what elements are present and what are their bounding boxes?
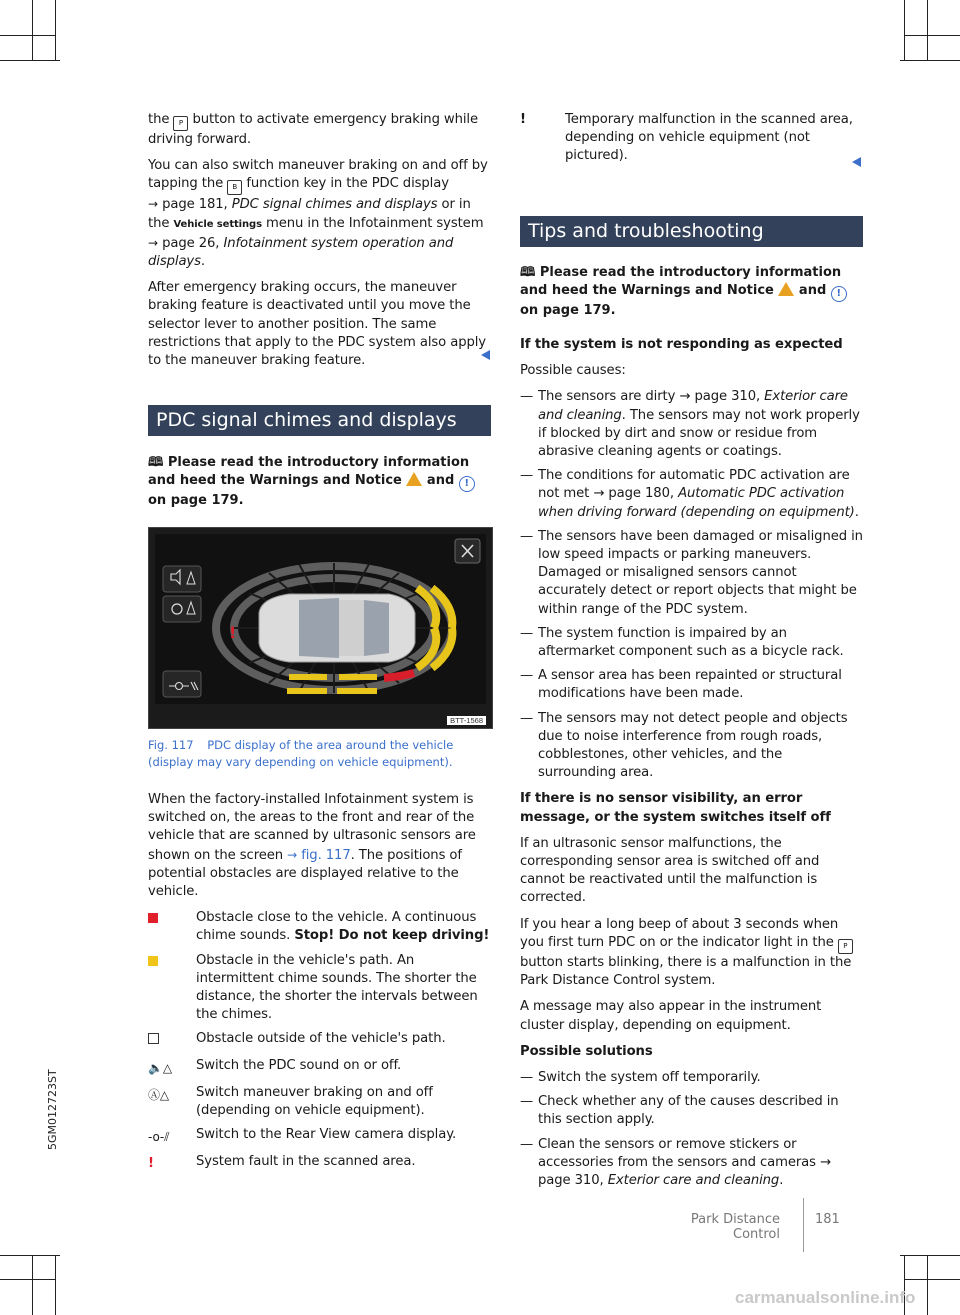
text: Please read the introductory information and heed the Warnings and Notice (148, 455, 470, 488)
crop-mark (927, 1255, 928, 1315)
crop-mark (32, 0, 33, 60)
subheading: If there is no sensor visibility, an error message, or the system switches itself off (520, 791, 831, 825)
text: on page 179. (148, 493, 244, 508)
text: A sensor area has been repainted or structural modifications have been made. (538, 668, 842, 702)
figure-link[interactable]: fig. 117 (301, 847, 351, 863)
definition-row (148, 1126, 492, 1147)
text: Clean the sensors or remove stickers or accessories from the sensors and cameras (538, 1136, 816, 1170)
arrow-icon: → (287, 847, 298, 862)
list-item-text (538, 528, 864, 619)
page-link[interactable]: page 310, (694, 389, 761, 405)
book-icon: 🕮 (520, 265, 536, 280)
bullet-dash: — (520, 668, 534, 684)
definition-row (148, 1030, 492, 1050)
text: Switch to the Rear View camera display. (196, 1127, 457, 1143)
outline-square-icon (148, 1030, 196, 1050)
left-column-lower (148, 791, 492, 1180)
list-item (520, 625, 864, 661)
list-item (520, 667, 864, 703)
pdc-display-figure (148, 527, 493, 729)
malfunction-icon: ! (520, 112, 526, 127)
section-pdc-chimes (148, 405, 491, 436)
text: Switch the PDC sound on or off. (196, 1057, 402, 1073)
list-item-text (538, 625, 864, 661)
crop-mark (0, 1279, 55, 1280)
left-column (148, 111, 492, 378)
definition-text (196, 909, 492, 945)
page-link[interactable]: page 310, (538, 1172, 604, 1188)
definition-row (148, 1084, 492, 1120)
list-item (520, 528, 864, 619)
end-of-section-icon (481, 350, 490, 360)
bullet-dash: — (520, 528, 534, 544)
text: button to activate emergency braking while driving forward. (148, 112, 479, 147)
paragraph: A message may also appear in the instrument cluster display, depending on equipment. (520, 999, 822, 1033)
malfunction-entry (520, 111, 864, 166)
bullet-dash: — (520, 710, 534, 726)
list-item (520, 467, 864, 522)
list-item (520, 1136, 864, 1191)
section-link[interactable]: Automatic PDC activation when driving forward (depending on equipment) (538, 486, 855, 520)
text: Check whether any of the causes described in this section apply. (538, 1094, 839, 1128)
text: and (798, 283, 827, 298)
text: Switch maneuver braking on and off (depending on vehicle equipment). (196, 1084, 433, 1119)
text: Obstacle close to the vehicle. A continuous chime sounds. (196, 910, 477, 944)
text: . The positions of potential obstacles are displayed relative to the vehicle. (148, 847, 462, 900)
section-link[interactable]: Exterior care and cleaning (607, 1172, 780, 1188)
crop-mark (0, 35, 55, 36)
crop-mark (55, 0, 56, 60)
bullet-dash: — (520, 468, 534, 484)
arrow-icon: → (815, 1154, 831, 1170)
warning-icon (406, 472, 422, 486)
list-item (520, 710, 864, 783)
caption-text: PDC display of the area around the vehicle (display may vary depending on vehicle equipment). (148, 738, 454, 769)
definition-text (196, 1030, 492, 1050)
paragraph-factory (148, 791, 492, 901)
list-item-text (538, 1136, 864, 1191)
crop-mark (904, 0, 905, 60)
section-tips (520, 216, 863, 247)
definition-text (196, 952, 492, 1025)
page-link[interactable]: page 180, (608, 486, 674, 502)
text: Please read the introductory information and heed the Warnings and Notice (520, 265, 842, 298)
text: When the factory-installed Infotainment system is switched on, the areas to the front and rear of the vehicle that are scanned by ultrasonic sensors are shown on the screen (148, 792, 476, 863)
paragraph (520, 916, 864, 991)
paragraph-after-braking: After emergency braking occurs, the maneuver braking feature is deactivated until you move the selector lever to another position. The same restrictions that apply to the PDC system also apply to the maneuver braking feature. (148, 280, 487, 369)
text: System fault in the scanned area. (196, 1154, 416, 1170)
brake-icon: Ⓐ△ (148, 1087, 170, 1102)
figure-code: BTT-1568 (447, 716, 486, 725)
list-item (520, 1093, 864, 1129)
list-item (520, 1069, 864, 1087)
notice-icon: ! (459, 476, 475, 492)
figure-caption (148, 737, 492, 771)
causes-list (520, 388, 864, 782)
section-link[interactable]: Exterior care and cleaning (538, 389, 848, 423)
subheading: Possible solutions (520, 1043, 653, 1059)
text: You can also switch maneuver braking on and off by tapping the (148, 158, 488, 192)
definition-row (148, 1153, 492, 1173)
text: The sensors may not detect people and objects due to noise interference from rough roads, cobblestones, other vehicles, and the surrounding area. (538, 710, 848, 781)
warning-icon (778, 282, 794, 296)
paragraph-braking (148, 111, 492, 149)
pdc-display-svg (149, 528, 492, 728)
page-link[interactable]: page 26, (162, 235, 220, 251)
crop-mark (0, 1255, 60, 1256)
list-item-text (538, 667, 864, 703)
text: The sensors are dirty (538, 389, 676, 405)
list-item-text (538, 467, 864, 522)
page-number: 181 (815, 1212, 840, 1227)
text: button starts blinking, there is a malfunction in the Park Distance Control system. (520, 954, 852, 989)
caption-number: Fig. 117 (148, 738, 194, 752)
section-title: Tips and troubleshooting (520, 216, 863, 247)
bullet-dash: — (520, 1136, 534, 1152)
sound-icon: 🔈△ (148, 1060, 172, 1075)
crop-mark (900, 60, 960, 61)
text: The conditions for automatic PDC activation are not met (538, 468, 850, 502)
crop-mark (0, 60, 60, 61)
menu-name: Vehicle settings (173, 218, 262, 230)
crop-mark (55, 1255, 56, 1315)
text: . (779, 1172, 784, 1188)
text: If you hear a long beep of about 3 seconds when you first turn PDC on or the indicator light in the (520, 916, 839, 950)
text: on page 179. (520, 303, 616, 318)
bold-text: Stop! Do not keep driving! (294, 928, 490, 944)
text: function key in the PDC display (246, 176, 449, 192)
text: . The sensors may not work properly if blocked by dirt and snow or residue from abrasive cleaning agents or coatings. (538, 407, 860, 460)
bullet-dash: — (520, 625, 534, 641)
definition-text (196, 1057, 492, 1078)
pdc-button-icon: P (173, 116, 188, 131)
text: or in the (148, 197, 471, 231)
text: Obstacle outside of the vehicle's path. (196, 1031, 446, 1047)
crop-mark (905, 1279, 960, 1280)
end-of-section-icon (852, 157, 861, 167)
text: The sensors have been damaged or misaligned in low speed impacts or parking maneuvers. Damaged or misaligned sensors cannot accurately detect or report objects that might be within range of the PDC system. (538, 528, 863, 617)
fault-icon: ! (148, 1156, 154, 1172)
subheading: If the system is not responding as expected (520, 337, 843, 352)
crop-mark (905, 35, 960, 36)
text: and (426, 473, 455, 488)
definition-row (148, 909, 492, 945)
definition-text (196, 1084, 492, 1120)
definition-text (196, 1126, 492, 1147)
text: The system function is impaired by an aftermarket component such as a bicycle rack. (538, 625, 844, 660)
footer-divider (803, 1198, 804, 1252)
definition-row (148, 952, 492, 1025)
watermark: carmanualsonline.info (735, 1288, 916, 1307)
definition-row (148, 1057, 492, 1078)
bullet-dash: — (520, 389, 534, 405)
malfunction-text: Temporary malfunction in the scanned area, depending on vehicle equipment (not pictured). (565, 112, 853, 164)
red-square-icon (148, 909, 196, 945)
svg-text:!: ! (229, 623, 237, 642)
arrow-icon: → (148, 197, 158, 212)
camera-icon: -o-⫽ (148, 1130, 170, 1145)
section-link[interactable]: PDC signal chimes and displays (231, 197, 438, 213)
list-item-text (538, 388, 864, 461)
list-item (520, 388, 864, 461)
list-item-text (538, 710, 864, 783)
crop-mark (32, 1255, 33, 1315)
intro-notice (148, 454, 492, 510)
arrow-icon: → (148, 235, 158, 250)
text: Switch the system off temporarily. (538, 1069, 761, 1085)
list-item-text (538, 1069, 864, 1087)
section-title: PDC signal chimes and displays (148, 405, 491, 436)
paragraph-maneuver: You can also switch maneuver braking on and off by tapping the B function key in the PDC display → page 181, PDC signal chimes and displays or in the Vehicle settings menu in the Infotainment system → page 26, Infotainment system operation and displays. (148, 158, 488, 270)
text: Possible causes: (520, 363, 626, 379)
text: Obstacle in the vehicle's path. An intermittent chime sounds. The shorter the distance, the shorter the intervals between the chimes. (196, 952, 478, 1023)
section-link[interactable]: Infotainment system operation and displays (148, 235, 454, 270)
paragraph: If an ultrasonic sensor malfunctions, the corresponding sensor area is switched off and cannot be reactivated until the malfunction is corrected. (520, 835, 820, 906)
notice-icon: ! (831, 286, 847, 302)
yellow-square-icon (148, 952, 196, 1025)
text: the (148, 112, 170, 127)
side-code: 5GM012723ST (46, 1069, 59, 1150)
solutions-list (520, 1069, 864, 1190)
crop-mark (900, 1255, 960, 1256)
text: . (854, 504, 859, 520)
text: menu in the Infotainment system (266, 215, 484, 231)
definition-text (196, 1153, 492, 1173)
page-link[interactable]: page 181, (162, 197, 228, 213)
right-column-body (520, 336, 864, 1196)
symbol-definition-list (148, 909, 492, 1173)
bullet-dash: — (520, 1094, 534, 1110)
bullet-dash: — (520, 1069, 534, 1085)
intro-notice (520, 264, 864, 320)
arrow-icon: → (675, 389, 695, 405)
arrow-icon: → (589, 486, 609, 502)
brake-key-icon: B (227, 180, 242, 195)
pdc-button-icon: P (838, 939, 853, 954)
crop-mark (927, 0, 928, 60)
footer-chapter: Park Distance Control (690, 1212, 780, 1242)
book-icon: 🕮 (148, 455, 164, 470)
list-item-text (538, 1093, 864, 1129)
